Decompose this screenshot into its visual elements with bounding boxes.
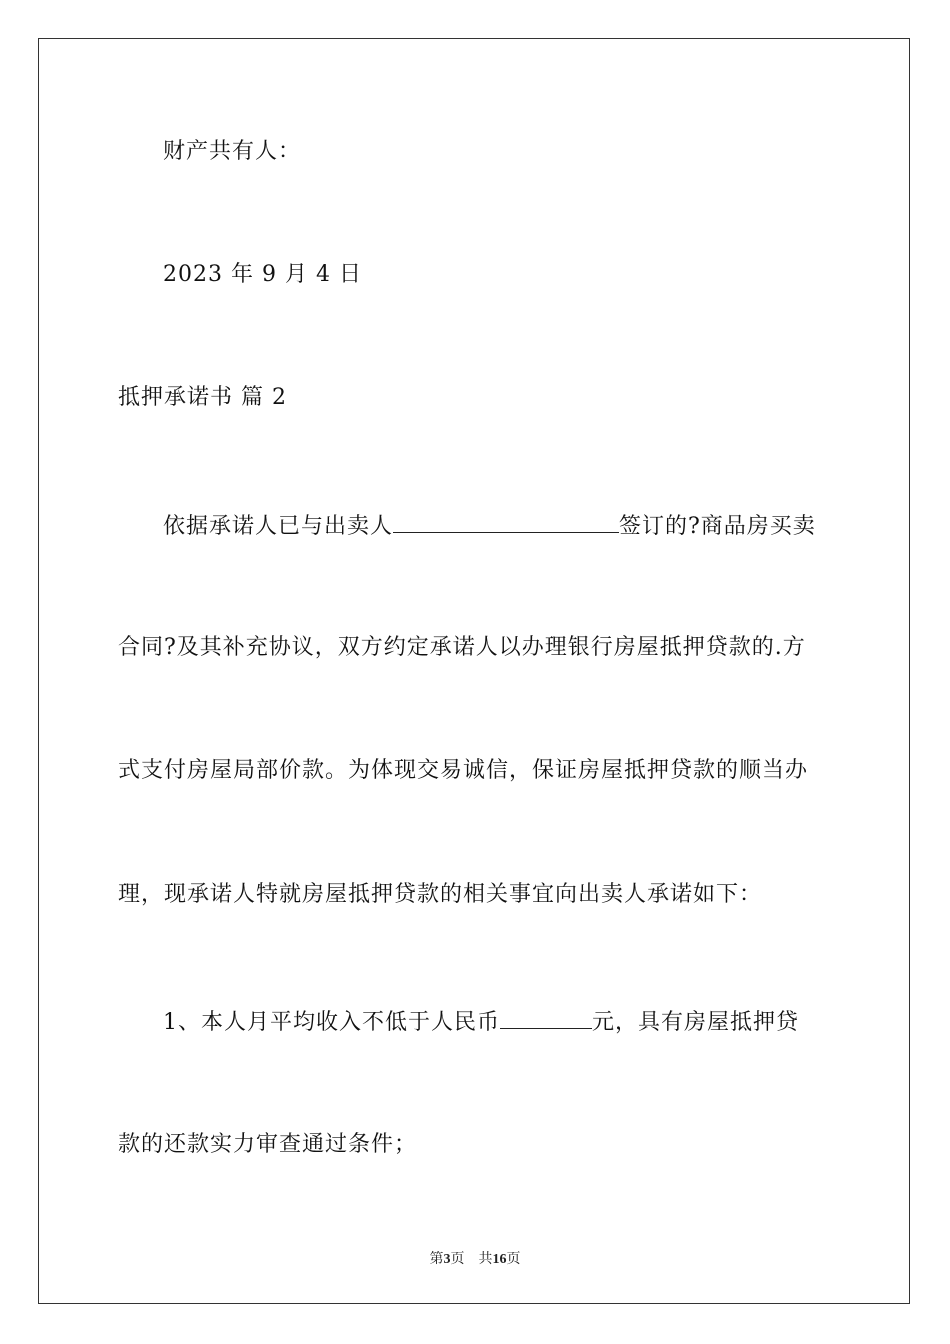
page-footer [0,1248,950,1268]
paragraph-line-1-start: 依据承诺人已与出卖人 [163,514,394,539]
item-1-line-2: 款的还款实力审查通过条件； [118,1132,418,1157]
page-frame [38,38,910,1304]
footer-total-prefix: 共 [478,1252,493,1267]
item-1-start: 1、本人月平均收入不低于人民币 [163,1010,500,1035]
footer-page-number: 3 [443,1252,451,1267]
item-1-line-1 [163,1006,799,1038]
paragraph-line-3: 式支付房屋局部价款。为体现交易诚信，保证房屋抵押贷款的顺当办 [118,758,809,783]
footer-page-suffix: 页 [450,1252,465,1267]
paragraph-line-4: 理，现承诺人特就房屋抵押贷款的相关事宜向出卖人承诺如下： [118,882,763,907]
paragraph-line-2: 合同?及其补充协议，双方约定承诺人以办理银行房屋抵押贷款的.方 [118,635,806,660]
footer-total-suffix: 页 [506,1252,521,1267]
section-heading: 抵押承诺书 篇 2 [118,385,287,410]
footer-total-pages: 16 [492,1252,507,1267]
income-amount-blank [500,1006,592,1029]
paragraph-line-1-end: 签订的?商品房买卖 [619,514,816,539]
co-owner-label: 财产共有人： [163,139,302,164]
footer-page-prefix: 第 [429,1252,444,1267]
signature-date: 2023 年 9 月 4 日 [163,262,362,287]
seller-name-blank [393,510,619,533]
item-1-end: 元，具有房屋抵押贷 [592,1010,800,1035]
paragraph-line-1 [163,510,816,542]
